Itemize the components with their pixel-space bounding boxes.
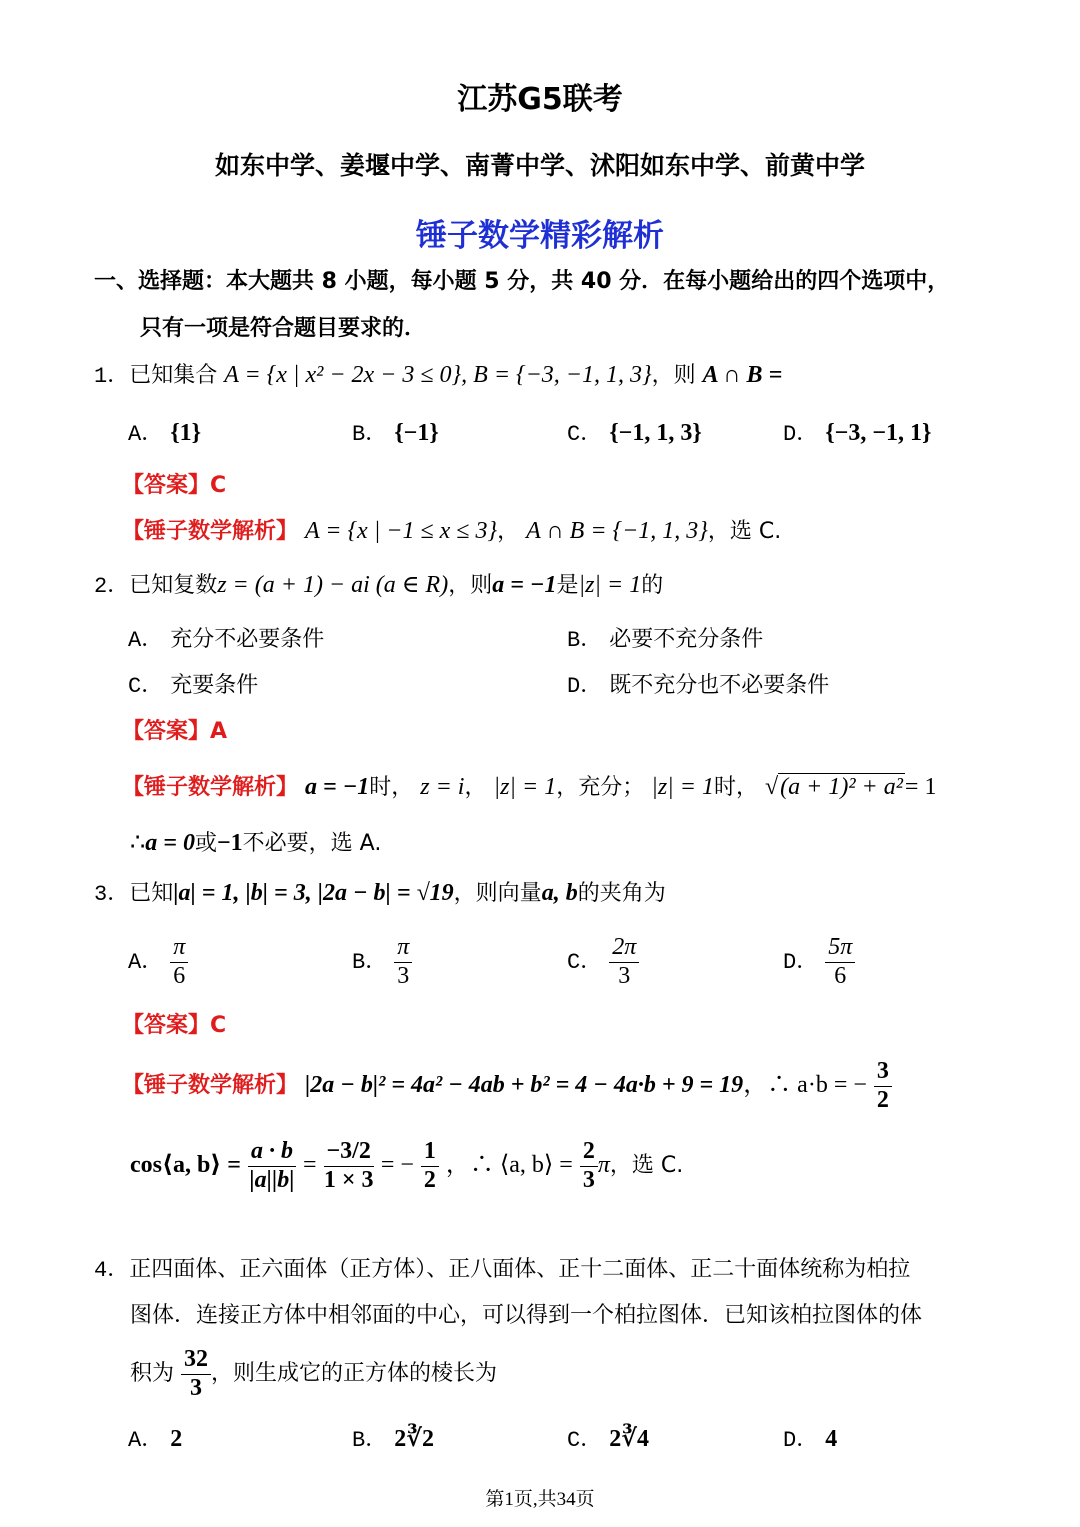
page-number: 第1页,共34页 [485,1489,595,1510]
q2-option-a: A． 充分不必要条件 [128,627,325,653]
q2-analysis: 【锤子数学解析】 a = −1时， z = i， |z| = 1，充分； |z| = 1时， √(a + 1)² + a²= 1 [122,774,937,800]
q3-option-b: B． $\frac{\pi}{3}$ [352,934,412,990]
question-4-line2: 图体．连接正方体中相邻面的中心，可以得到一个柏拉图体．已知该柏拉图体的体 [130,1303,923,1328]
q4-option-a: A． 2 [128,1426,183,1453]
q2-analysis-line2: ∴a = 0或−1不必要，选 A. [130,830,382,856]
q4-option-c: C． 2∛4 [567,1426,649,1453]
q4-option-b: B． 2∛2 [352,1426,434,1453]
question-4-line3: 积为 $\frac{32}{3}$ ，则生成它的正方体的棱长为 [130,1346,498,1401]
q1-option-d: D． {−3, −1, 1} [783,420,932,447]
q1-option-c: C． {−1, 1, 3} [567,420,702,447]
section-heading-line1: 一、选择题：本大题共 8 小题，每小题 5 分，共 40 分．在每小题给出的四个选项中， [94,269,950,294]
page-title: 江苏G5联考 [457,82,623,117]
question-3: 3．已知|a| = 1, |b| = 3, |2a − b| = √19，则向量a, b的夹角为 [94,880,666,907]
section-heading-line2: 只有一项是符合题目要求的． [140,316,427,341]
q1-option-a: A． {1} [128,420,202,447]
question-4-line1: 4．正四面体、正六面体（正方体）、正八面体、正十二面体、正二十面体统称为柏拉 [94,1257,911,1283]
set-b-math: , B = {−3, −1, 1, 3} [461,362,652,388]
q1-analysis: 【锤子数学解析】 A = {x | −1 ≤ x ≤ 3}， A ∩ B = {−1, 1, 3}，选 C. [122,518,782,544]
q3-option-a: A． $\frac{\pi}{6}$ [128,934,188,990]
analysis-subtitle: 锤子数学精彩解析 [416,218,664,254]
question-2: 2．已知复数z = (a + 1) − ai (a ∈ R)，则a = −1是|z| = 1的 [94,572,664,599]
school-list: 如东中学、姜堰中学、南菁中学、沭阳如东中学、前黄中学 [214,151,865,180]
q2-option-c: C． 充要条件 [128,673,259,699]
intersection-math: A ∩ B = [702,362,783,388]
q3-option-c: C． $\frac{2\pi}{3}$ [567,934,639,990]
q3-option-d: D． $\frac{5\pi}{6}$ [783,934,855,990]
question-1: 1．已知集合 A = {x | x² − 2x − 3 ≤ 0}, B = {−3, −1, 1, 3}，则 A ∩ B = [94,362,783,389]
q2-answer: 【答案】A [122,719,228,744]
q4-option-d: D． 4 [783,1426,838,1453]
q1-answer: 【答案】C [122,473,227,498]
q3-analysis: 【锤子数学解析】 |2a − b|² = 4a² − 4ab + b² = 4 − 4a·b + 9 = 19，∴ a·b = − $\frac{3}{2}$ [122,1058,892,1114]
q2-option-b: B． 必要不充分条件 [567,627,764,653]
q3-answer: 【答案】C [122,1013,227,1038]
q3-analysis-line2: cos⟨a, b⟩ = $\frac{a \cdot b}{|a||b|}$ = $\frac{-3/2}{1 \times 3}$ = − $\frac{1}{2}$ ，∴ ⟨a, b⟩ = $\frac{2}{3}$ π，选 C. [130,1138,684,1193]
q2-option-d: D． 既不充分也不必要条件 [567,673,830,699]
q1-option-b: B． {−1} [352,420,439,447]
set-a-math: A = {x | x² − 2x − 3 ≤ 0} [224,362,462,388]
